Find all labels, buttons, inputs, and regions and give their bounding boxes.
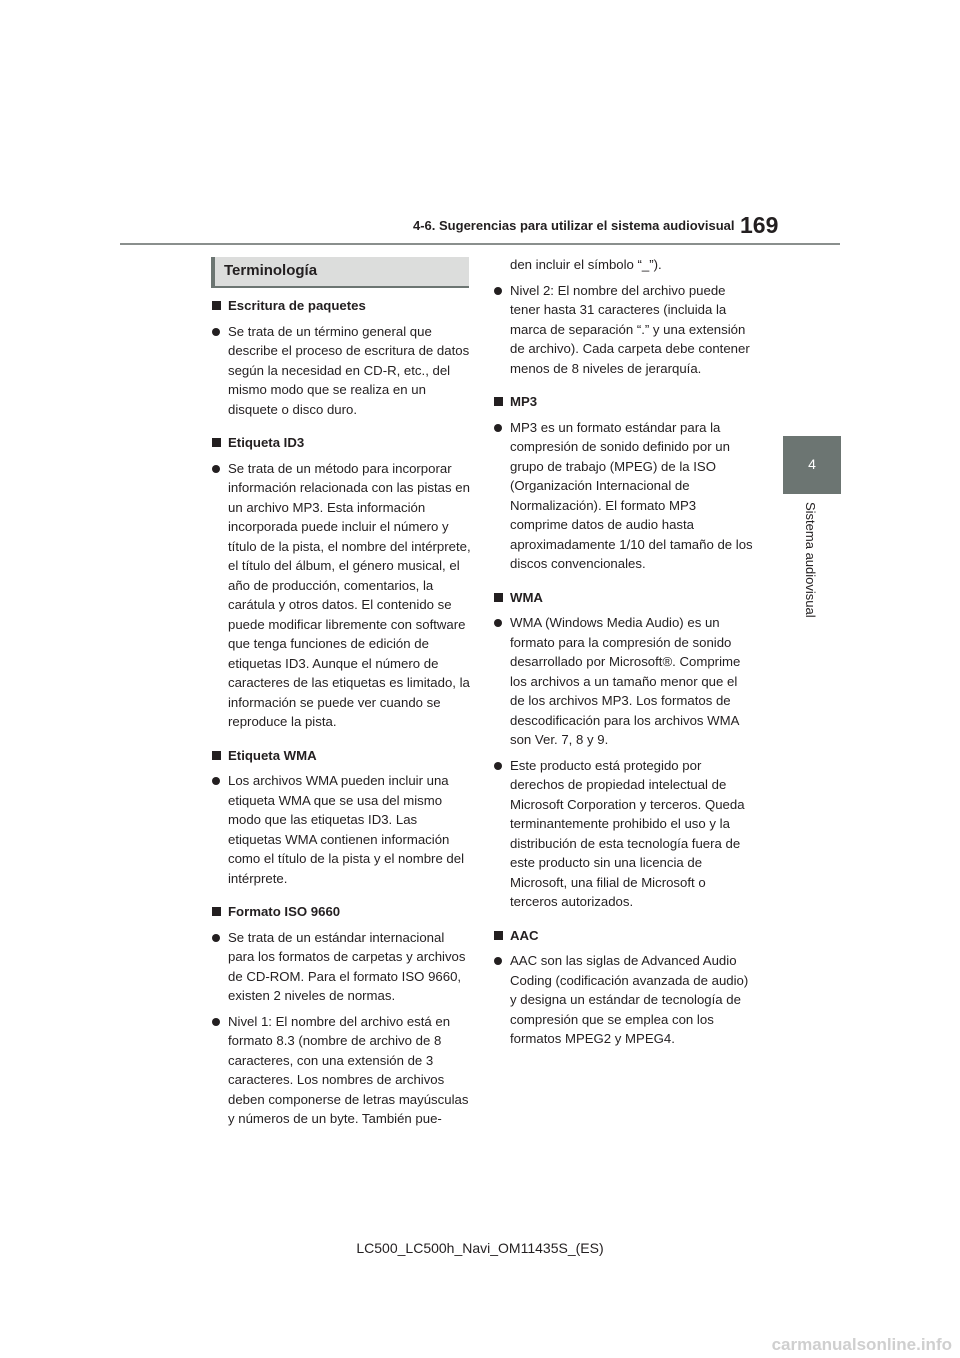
square-bullet-icon — [212, 751, 221, 760]
bullet-dot-icon — [494, 762, 502, 770]
bullet-item: Los archivos WMA pueden incluir una etiqueta WMA que se usa del mismo modo que las etiquetas ID3. Las etiquetas WMA contienen información como el título de la pista y el nombre del intérprete. — [211, 771, 473, 888]
bullet-dot-icon — [212, 1018, 220, 1026]
section-title: 4-6. Sugerencias para utilizar el sistema audiovisual — [413, 218, 735, 233]
square-bullet-icon — [494, 593, 503, 602]
section-heading: Escritura de paquetes — [211, 296, 473, 316]
continued-text: den incluir el símbolo “_”). — [510, 257, 662, 272]
page-number: 169 — [740, 212, 779, 238]
bullet-dot-icon — [212, 934, 220, 942]
section-heading: AAC — [493, 926, 755, 946]
square-bullet-icon — [212, 301, 221, 310]
section-heading: Formato ISO 9660 — [211, 902, 473, 922]
bullet-item: Nivel 2: El nombre del archivo puede tener hasta 31 caracteres (incluida la marca de separación “.” y una extensión de archivo). Cada carpeta debe contener menos de 8 niveles de jerarquía. — [493, 281, 755, 379]
bullet-item: Nivel 1: El nombre del archivo está en formato 8.3 (nombre de archivo de 8 caracteres, con una extensión de 3 caracteres. Los nombres de archivos deben componerse de letras mayúsculas y números de un byte. También pue- — [211, 1012, 473, 1129]
bullet-item: Se trata de un método para incorporar información relacionada con las pistas en un archivo MP3. Esta información incorporada puede incluir el número y título de la pista, el nombre del intérprete, el título del álbum, el género musical, el año de producción, comentarios, la carátula y otros datos. El contenido se puede modificar libremente con software que tenga funciones de edición de etiquetas ID3. Aunque el número de caracteres de las etiquetas es limitado, la información se puede ver cuando se reproduce la pista. — [211, 459, 473, 732]
terminology-heading — [211, 257, 469, 288]
bullet-dot-icon — [212, 328, 220, 336]
bullet-item: Este producto está protegido por derechos de propiedad intelectual de Microsoft Corporation y terceros. Queda terminantemente prohibido el uso y la distribución de esta tecnología fuera de este producto sin una licencia de Microsoft, una filial de Microsoft o terceros autorizados. — [493, 756, 755, 912]
bullet-dot-icon — [212, 465, 220, 473]
chapter-label: Sistema audiovisual — [803, 502, 818, 618]
right-column — [493, 255, 755, 1055]
bullet-dot-icon — [494, 619, 502, 627]
chapter-number: 4 — [808, 456, 816, 472]
bullet-dot-icon — [494, 957, 502, 965]
section-heading: Etiqueta ID3 — [211, 433, 473, 453]
bullet-item: Se trata de un término general que describe el proceso de escritura de datos según la necesidad en CD-R, etc., del mismo modo que se realiza en un disquete o disco duro. — [211, 322, 473, 420]
terminology-heading-text: Terminología — [224, 262, 318, 279]
bullet-item: AAC son las siglas de Advanced Audio Coding (codificación avanzada de audio) y designa un estándar de tecnología de compresión que se emplea con los formatos MPEG2 y MPEG4. — [493, 951, 755, 1049]
bullet-dot-icon — [494, 287, 502, 295]
square-bullet-icon — [212, 438, 221, 447]
footer-document-code: LC500_LC500h_Navi_OM11435S_(ES) — [356, 1240, 604, 1256]
watermark: carmanualsonline.info — [771, 1335, 952, 1354]
section-heading: Etiqueta WMA — [211, 746, 473, 766]
bullet-item: MP3 es un formato estándar para la compresión de sonido definido por un grupo de trabajo (MPEG) de la ISO (Organización Internacional de Normalización). El formato MP3 comprime datos de audio hasta aproximadamente 1/10 del tamaño de los discos convencionales. — [493, 418, 755, 574]
bullet-dot-icon — [212, 777, 220, 785]
section-heading: MP3 — [493, 392, 755, 412]
square-bullet-icon — [494, 931, 503, 940]
square-bullet-icon — [212, 907, 221, 916]
bullet-dot-icon — [494, 424, 502, 432]
chapter-tab — [783, 436, 841, 494]
header-rule — [120, 243, 840, 245]
square-bullet-icon — [494, 397, 503, 406]
bullet-item: WMA (Windows Media Audio) es un formato para la compresión de sonido desarrollado por Microsoft®. Comprime los archivos a un tamaño menor que el de los archivos MP3. Los formatos de descodificación para los archivos WMA son Ver. 7, 8 y 9. — [493, 613, 755, 750]
left-column — [211, 296, 473, 1135]
bullet-item: Se trata de un estándar internacional para los formatos de carpetas y archivos de CD-ROM. Para el formato ISO 9660, existen 2 niveles de normas. — [211, 928, 473, 1006]
section-heading: WMA — [493, 588, 755, 608]
